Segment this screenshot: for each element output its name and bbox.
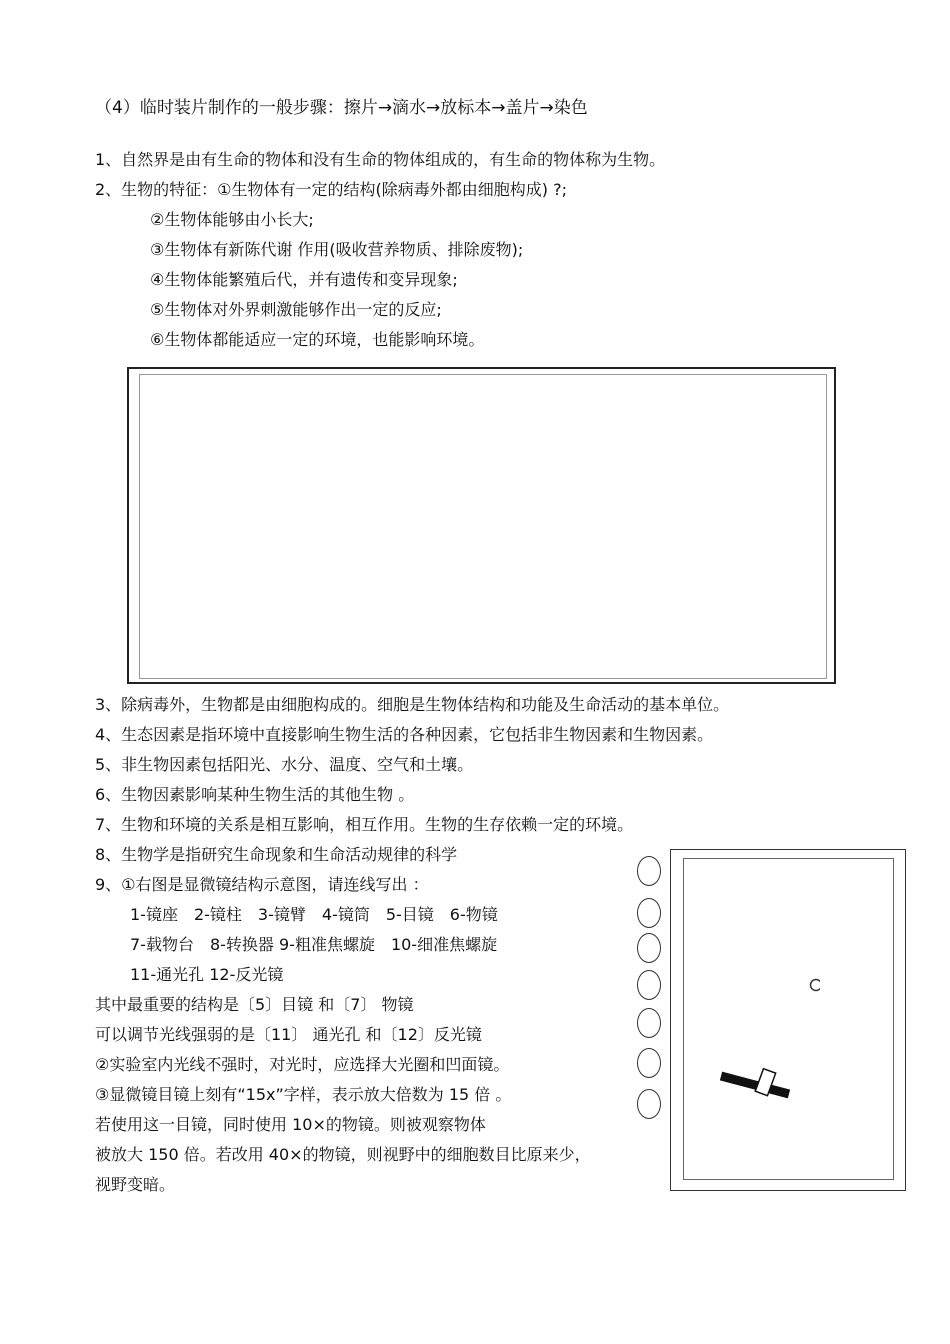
feature-6: ⑥生物体都能适应一定的环境，也能影响环境。	[150, 330, 485, 349]
light-tip: ②实验室内光线不强时，对光时，应选择大光圈和凹面镜。	[95, 1055, 510, 1074]
point-4: 4、生态因素是指环境中直接影响生物生活的各种因素，它包括非生物因素和生物因素。	[95, 725, 714, 744]
magnification-3: 被放大 150 倍。若改用 40×的物镜，则视野中的细胞数目比原来少，	[95, 1145, 591, 1164]
point-6: 6、生物因素影响某种生物生活的其他生物 。	[95, 785, 415, 804]
point-5: 5、非生物因素包括阳光、水分、温度、空气和土壤。	[95, 755, 474, 774]
label-circle-2	[637, 898, 661, 928]
parts-row-1: 1-镜座 2-镜柱 3-镜臂 4-镜筒 5-目镜 6-物镜	[130, 905, 498, 924]
important-structures: 其中最重要的结构是〔5〕目镜 和〔7〕 物镜	[95, 995, 414, 1014]
label-circle-1	[637, 856, 661, 886]
point-2: 2、生物的特征：①生物体有一定的结构(除病毒外都由细胞构成) ?;	[95, 180, 567, 199]
feature-2: ②生物体能够由小长大;	[150, 210, 314, 229]
light-adjust: 可以调节光线强弱的是〔11〕 通光孔 和〔12〕反光镜	[95, 1025, 482, 1044]
small-knob-icon	[811, 980, 821, 991]
procedure-heading: （4）临时装片制作的一般步骤：擦片→滴水→放标本→盖片→染色	[95, 98, 588, 118]
point-3: 3、除病毒外，生物都是由细胞构成的。细胞是生物体结构和功能及生命活动的基本单位。	[95, 695, 730, 714]
feature-5: ⑤生物体对外界刺激能够作出一定的反应;	[150, 300, 442, 319]
magnification-1: ③显微镜目镜上刻有“15x”字样，表示放大倍数为 15 倍 。	[95, 1085, 512, 1104]
label-circle-7	[637, 1089, 661, 1119]
image-frame-inner	[139, 374, 827, 679]
magnification-2: 若使用这一目镜，同时使用 10×的物镜。则被观察物体	[95, 1115, 486, 1134]
point-8: 8、生物学是指研究生命现象和生命活动规律的科学	[95, 845, 458, 864]
parts-row-2: 7-载物台 8-转换器 9-粗准焦螺旋 10-细准焦螺旋	[130, 935, 498, 954]
point-1: 1、自然界是由有生命的物体和没有生命的物体组成的，有生命的物体称为生物。	[95, 150, 666, 169]
label-circle-3	[637, 933, 661, 963]
label-circle-4	[637, 970, 661, 1000]
microscope-fragment	[700, 960, 820, 1110]
point-7: 7、生物和环境的关系是相互影响，相互作用。生物的生存依赖一定的环境。	[95, 815, 634, 834]
magnification-4: 视野变暗。	[95, 1175, 176, 1194]
point-9: 9、①右图是显微镜结构示意图，请连线写出 ：	[95, 875, 429, 894]
parts-row-3: 11-通光孔 12-反光镜	[130, 965, 284, 984]
feature-3: ③生物体有新陈代谢 作用(吸收营养物质、排除废物);	[150, 240, 524, 259]
label-circle-5	[637, 1008, 661, 1038]
label-circle-6	[637, 1048, 661, 1078]
feature-4: ④生物体能繁殖后代，并有遗传和变异现象;	[150, 270, 458, 289]
